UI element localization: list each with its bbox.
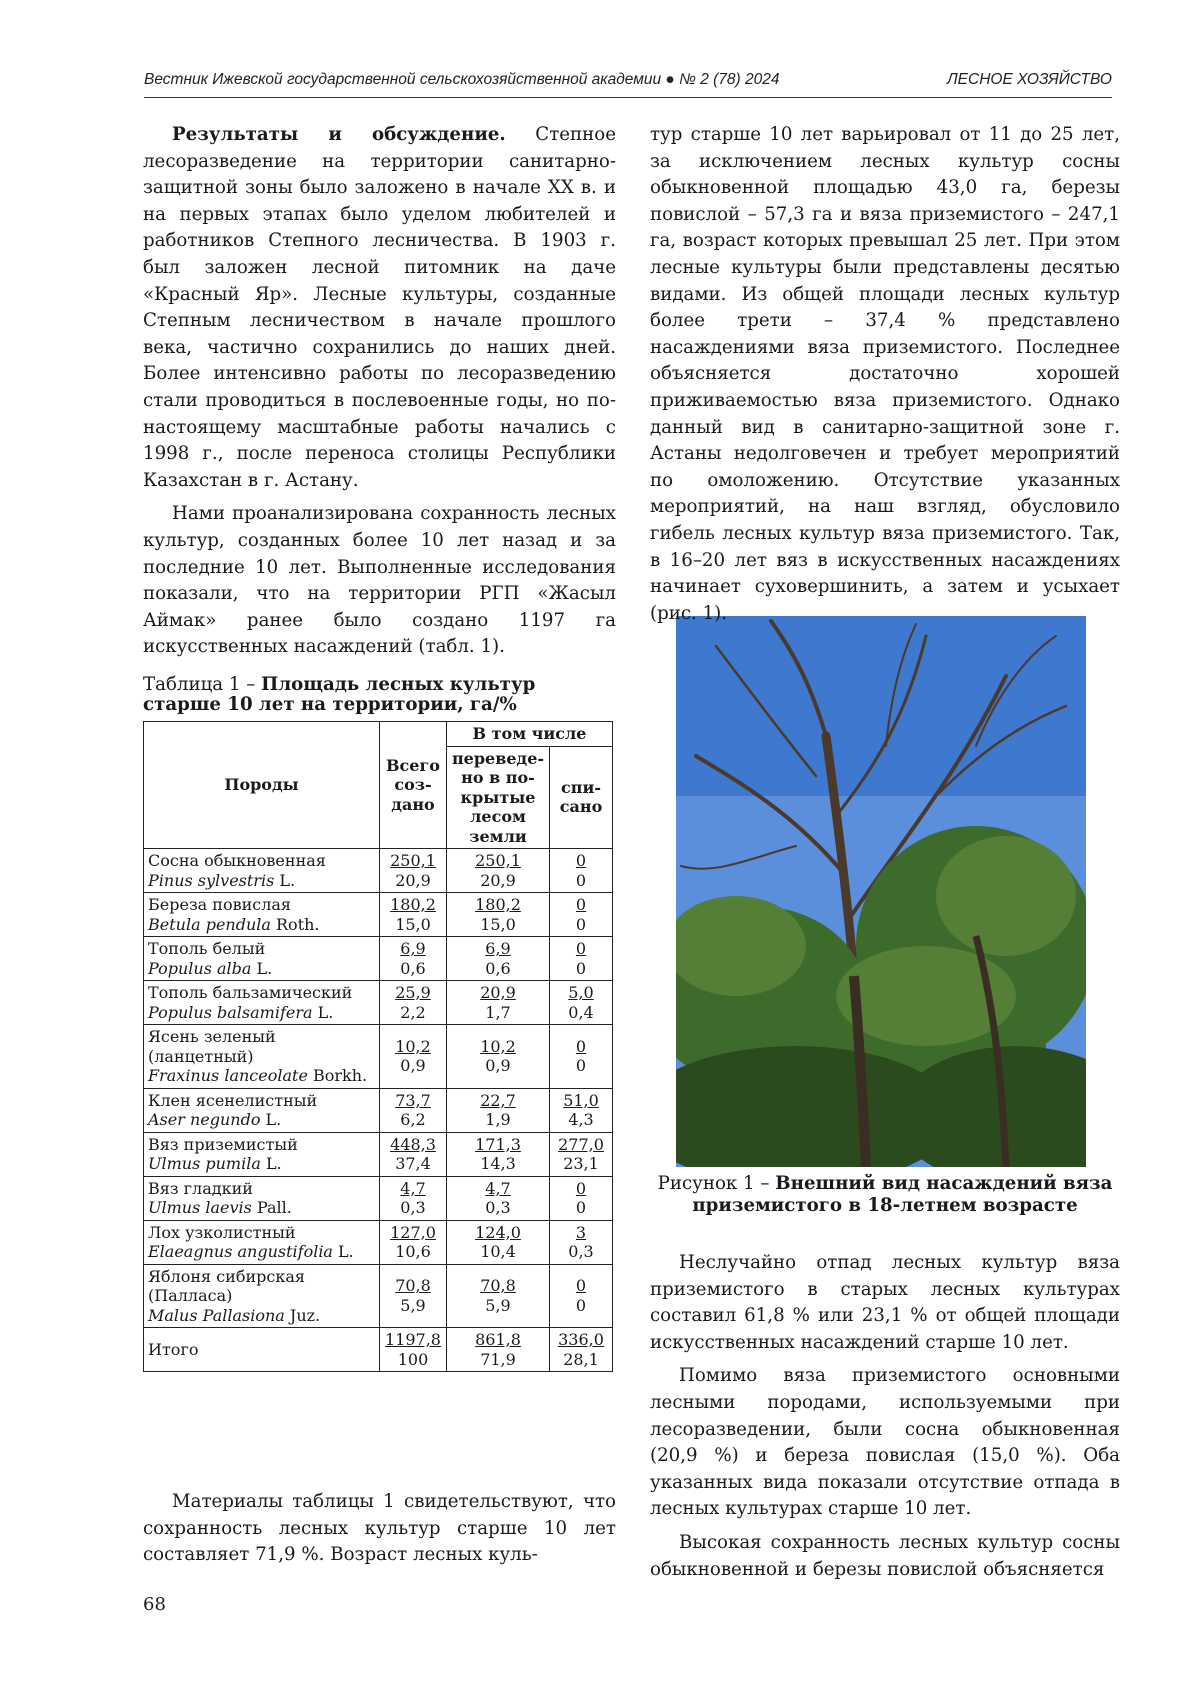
species-russian-name: Ясень зеленый (ланцетный) [148, 1027, 276, 1066]
share-percent: 0,3 [568, 1242, 594, 1261]
share-percent: 15,0 [480, 914, 516, 934]
area-ha: 70,8 [480, 1276, 516, 1296]
head-total: Всего соз-дано [380, 722, 447, 849]
share-percent: 0 [575, 1295, 587, 1315]
area-ha: 10,2 [395, 1036, 431, 1056]
table-caption: Таблица 1 – Площадь лесных культур старше 10 лет на территории, га/% [143, 674, 536, 715]
paragraph-age: тур старше 10 лет варьировал от 11 до 25 лет, за исключением лесных культур сосны обыкновенной площадью 43,0 га, березы повислой – 57,3 га и вяза приземистого – 247,1 га, возраст которых превышал 25 лет. При этом лесные культуры были представлены десятью видами. Из общей площади лесных культур более трети – 37,4 % представлено насаждениями вяза приземистого. Последнее объясняется достаточно хорошей приживаемостью вяза приземистого. Однако данный вид в санитарно-защитной зоне г. Астаны недолговечен и требует мероприятий по омоложению. Отсутствие указанных мероприятий, на наш взгляд, обусловило гибель лесных культур вяза приземистого. Так, в 16–20 лет вяз в искусственных насаждениях начинает суховершинить, а затем и усыхает (рис. 1). [650, 124, 1120, 624]
area-ha: 73,7 [395, 1090, 431, 1110]
area-ha: 180,2 [475, 895, 521, 914]
total-cell [380, 937, 447, 981]
share-percent: 0 [575, 1198, 587, 1217]
transferred-cell [447, 1132, 550, 1176]
transferred-cell [447, 1328, 550, 1372]
share-percent: 10,4 [480, 1242, 516, 1261]
head-group: В том числе [447, 722, 613, 747]
share-percent: 5,9 [485, 1295, 511, 1315]
species-cell [144, 1220, 380, 1264]
area-ha: 22,7 [480, 1090, 516, 1110]
species-author: L. [312, 1002, 334, 1022]
species-latin-line [148, 1003, 375, 1023]
journal-header: Вестник Ижевской государственной сельскохозяйственной академии ● № 2 (78) 2024 [144, 71, 780, 88]
table-row [144, 1176, 613, 1220]
header-rule [144, 97, 1112, 98]
species-latin-line [148, 1242, 375, 1262]
area-ha: 6,9 [485, 939, 511, 958]
area-ha: 448,3 [390, 1134, 436, 1154]
area-ha: 127,0 [390, 1222, 436, 1242]
left-column-lower [143, 1489, 616, 1569]
figure-caption: Рисунок 1 – Внешний вид насаждений вяза приземистого в 18-летнем возрасте [657, 1173, 1113, 1216]
page-number: 68 [143, 1594, 166, 1615]
species-author: Pall. [251, 1198, 292, 1217]
area-ha: 0 [575, 1276, 587, 1296]
share-percent: 0 [575, 914, 587, 934]
table-row [144, 1088, 613, 1132]
share-percent: 0,3 [485, 1198, 511, 1217]
area-ha: 20,9 [480, 983, 516, 1002]
head-species: Породы [144, 722, 380, 849]
area-ha: 171,3 [475, 1134, 521, 1154]
area-ha: 0 [575, 851, 587, 870]
paragraph-high-survival: Высокая сохранность лесных культур сосны обыкновенной и березы повислой объясняется [650, 1531, 1120, 1580]
written-off-cell [550, 1176, 613, 1220]
table-row [144, 1328, 613, 1372]
share-percent: 0 [575, 958, 587, 978]
species-russian-name: Тополь белый [148, 939, 266, 958]
species-cell [144, 849, 380, 893]
area-ha: 0 [575, 1178, 587, 1198]
area-ha: 180,2 [390, 895, 436, 914]
written-off-cell [550, 981, 613, 1025]
table-row [144, 1264, 613, 1328]
species-latin-name: Ulmus laevis [148, 1198, 252, 1217]
paragraph-analysis: Нами проанализирована сохранность лесных культур, созданных более 10 лет назад и за последние 10 лет. Выполненные исследования показали, что на территории РГП «Жасыл Аймак» ранее было создано 1197 га искусственных насаждений (табл. 1). [143, 503, 616, 658]
area-ha: 124,0 [475, 1222, 521, 1242]
share-percent: 15,0 [395, 914, 431, 934]
share-percent: 1,9 [485, 1110, 511, 1129]
species-latin-line [148, 1066, 375, 1086]
paragraph-main-species: Помимо вяза приземистого основными лесными породами, используемыми при лесоразведении, были сосна обыкновенная (20,9 %) и береза повислая (15,0 %). Оба указанных вида показали отсутствие отпада в лесных культурах старше 10 лет. [650, 1365, 1120, 1520]
total-cell [380, 1088, 447, 1132]
species-latin-name: Pinus sylvestris [148, 870, 275, 890]
area-ha: 0 [575, 895, 587, 914]
paragraph-dropout: Неслучайно отпад лесных культур вяза приземистого в старых лесных культурах составил 61,8 % или 23,1 % от общей площади искусственных насаждений старше 10 лет. [650, 1252, 1120, 1353]
written-off-cell [550, 1025, 613, 1089]
share-percent: 1,7 [485, 1002, 511, 1022]
species-latin-name: Populus alba [148, 958, 252, 978]
area-ha: 4,7 [400, 1178, 426, 1198]
transferred-cell [447, 1025, 550, 1089]
written-off-cell [550, 849, 613, 893]
species-latin-line [148, 959, 375, 979]
species-latin-name: Fraxinus lanceolate [148, 1066, 308, 1085]
species-author: Roth. [270, 914, 320, 934]
transferred-cell [447, 1264, 550, 1328]
species-russian-name: Вяз гладкий [148, 1178, 253, 1198]
left-column [143, 122, 616, 661]
species-russian-name: Клен ясенелистный [148, 1090, 318, 1110]
table-forest-cultures [143, 721, 613, 1372]
share-percent: 0,4 [568, 1002, 594, 1022]
species-latin-line [148, 915, 375, 935]
share-percent: 0,6 [485, 958, 511, 978]
species-cell [144, 1328, 380, 1372]
species-russian-name: Береза повислая [148, 895, 292, 914]
species-author: L. [332, 1242, 354, 1261]
tree-illustration [676, 616, 1086, 1167]
species-cell [144, 1132, 380, 1176]
transferred-cell [447, 937, 550, 981]
species-cell [144, 1176, 380, 1220]
area-ha: 250,1 [475, 851, 521, 870]
results-heading: Результаты и обсуждение. [172, 124, 506, 145]
species-author: L. [274, 870, 296, 890]
share-percent: 28,1 [563, 1349, 599, 1369]
species-russian-name: Лох узколистный [148, 1222, 296, 1242]
species-latin-name: Aser negundo [148, 1110, 261, 1129]
share-percent: 10,6 [395, 1242, 431, 1261]
transferred-cell [447, 849, 550, 893]
species-russian-name: Тополь бальзамический [148, 983, 353, 1002]
share-percent: 14,3 [480, 1154, 516, 1173]
share-percent: 0,9 [400, 1056, 426, 1076]
right-column-lower [650, 1250, 1120, 1583]
figure-photo-elm-plantation [676, 616, 1086, 1167]
share-percent: 0 [575, 1056, 587, 1076]
table-row [144, 1132, 613, 1176]
head-transferred: переведе-но в по-крытые лесом земли [447, 746, 550, 849]
share-percent: 0 [575, 870, 587, 890]
results-text: Степное лесоразведение на территории санитарно-защитной зоны было заложено в начале XX в. и на первых этапах было уделом любителей и работников Степного лесничества. В 1903 г. был заложен лесной питомник на даче «Красный Яр». Лесные культуры, созданные Степным лесничеством в начале прошлого века, частично сохранились до наших дней. Более интенсивно работы по лесоразведению стали проводиться в послевоенные годы, но по-настоящему масштабные работы начались с 1998 г., после переноса столицы Республики Казахстан в г. Астану. [143, 124, 616, 491]
transferred-cell [447, 1088, 550, 1132]
species-author: Borkh. [307, 1066, 368, 1085]
area-ha: 5,0 [568, 983, 594, 1002]
total-cell [380, 1328, 447, 1372]
species-author: L. [260, 1110, 282, 1129]
paragraph-results [143, 122, 616, 494]
share-percent: 4,3 [568, 1110, 594, 1129]
species-russian-name: Вяз приземистый [148, 1134, 298, 1154]
table-body [144, 849, 613, 1372]
table-row [144, 893, 613, 937]
species-cell [144, 1088, 380, 1132]
table-row [144, 937, 613, 981]
total-cell [380, 981, 447, 1025]
species-latin-name: Populus balsamifera [148, 1002, 313, 1022]
total-cell [380, 1132, 447, 1176]
area-ha: 250,1 [390, 851, 436, 870]
species-latin-line [148, 1110, 375, 1130]
transferred-cell [447, 1220, 550, 1264]
share-percent: 20,9 [395, 870, 431, 890]
area-ha: 1197,8 [385, 1330, 441, 1349]
table-row [144, 1025, 613, 1089]
species-latin-line [148, 1154, 375, 1174]
transferred-cell [447, 1176, 550, 1220]
written-off-cell [550, 937, 613, 981]
share-percent: 2,2 [400, 1002, 426, 1022]
species-cell [144, 893, 380, 937]
share-percent: 0,6 [400, 958, 426, 978]
paragraph-table-materials: Материалы таблицы 1 свидетельствуют, что сохранность лесных культур старше 10 лет составляет 71,9 %. Возраст лесных куль- [143, 1491, 616, 1566]
written-off-cell [550, 1132, 613, 1176]
transferred-cell [447, 893, 550, 937]
species-cell [144, 937, 380, 981]
total-cell [380, 849, 447, 893]
total-cell [380, 1220, 447, 1264]
species-russian-name: Итого [148, 1339, 199, 1359]
area-ha: 25,9 [395, 983, 431, 1002]
total-cell [380, 1176, 447, 1220]
species-latin-line [148, 1306, 375, 1326]
share-percent: 23,1 [563, 1154, 599, 1173]
total-cell [380, 893, 447, 937]
area-ha: 0 [575, 1036, 587, 1056]
share-percent: 5,9 [400, 1295, 426, 1315]
species-cell [144, 1264, 380, 1328]
area-ha: 51,0 [563, 1090, 599, 1110]
table-row [144, 849, 613, 893]
share-percent: 0,9 [485, 1056, 511, 1076]
area-ha: 70,8 [395, 1276, 431, 1296]
section-header: ЛЕСНОЕ ХОЗЯЙСТВО [947, 71, 1112, 88]
share-percent: 37,4 [395, 1154, 431, 1173]
area-ha: 861,8 [475, 1330, 521, 1349]
area-ha: 336,0 [558, 1330, 604, 1349]
species-latin-line [148, 1198, 375, 1218]
species-latin-name: Elaeagnus angustifolia [148, 1242, 333, 1261]
written-off-cell [550, 1220, 613, 1264]
share-percent: 20,9 [480, 870, 516, 890]
share-percent: 100 [397, 1349, 429, 1369]
table-row [144, 1220, 613, 1264]
species-russian-name: Яблоня сибирская (Палласа) [148, 1266, 305, 1305]
species-author: Juz. [284, 1305, 321, 1325]
written-off-cell [550, 1088, 613, 1132]
species-author: L. [260, 1154, 282, 1173]
area-ha: 0 [575, 939, 587, 958]
share-percent: 0,3 [400, 1198, 426, 1217]
written-off-cell [550, 893, 613, 937]
area-ha: 3 [575, 1222, 587, 1242]
total-cell [380, 1264, 447, 1328]
share-percent: 71,9 [480, 1349, 516, 1369]
species-cell [144, 981, 380, 1025]
right-column [650, 122, 1120, 627]
species-cell [144, 1025, 380, 1089]
transferred-cell [447, 981, 550, 1025]
area-ha: 4,7 [485, 1178, 511, 1198]
species-latin-name: Ulmus pumila [148, 1154, 261, 1173]
written-off-cell [550, 1328, 613, 1372]
written-off-cell [550, 1264, 613, 1328]
area-ha: 10,2 [480, 1036, 516, 1056]
share-percent: 6,2 [400, 1110, 426, 1129]
area-ha: 6,9 [400, 939, 426, 958]
head-written-off: спи-сано [550, 746, 613, 849]
species-latin-name: Malus Pallasiona [148, 1305, 285, 1325]
species-russian-name: Сосна обыкновенная [148, 851, 326, 870]
table-row [144, 981, 613, 1025]
total-cell [380, 1025, 447, 1089]
species-latin-name: Betula pendula [148, 914, 271, 934]
area-ha: 277,0 [558, 1134, 604, 1154]
species-latin-line [148, 871, 375, 891]
species-author: L. [251, 958, 273, 978]
